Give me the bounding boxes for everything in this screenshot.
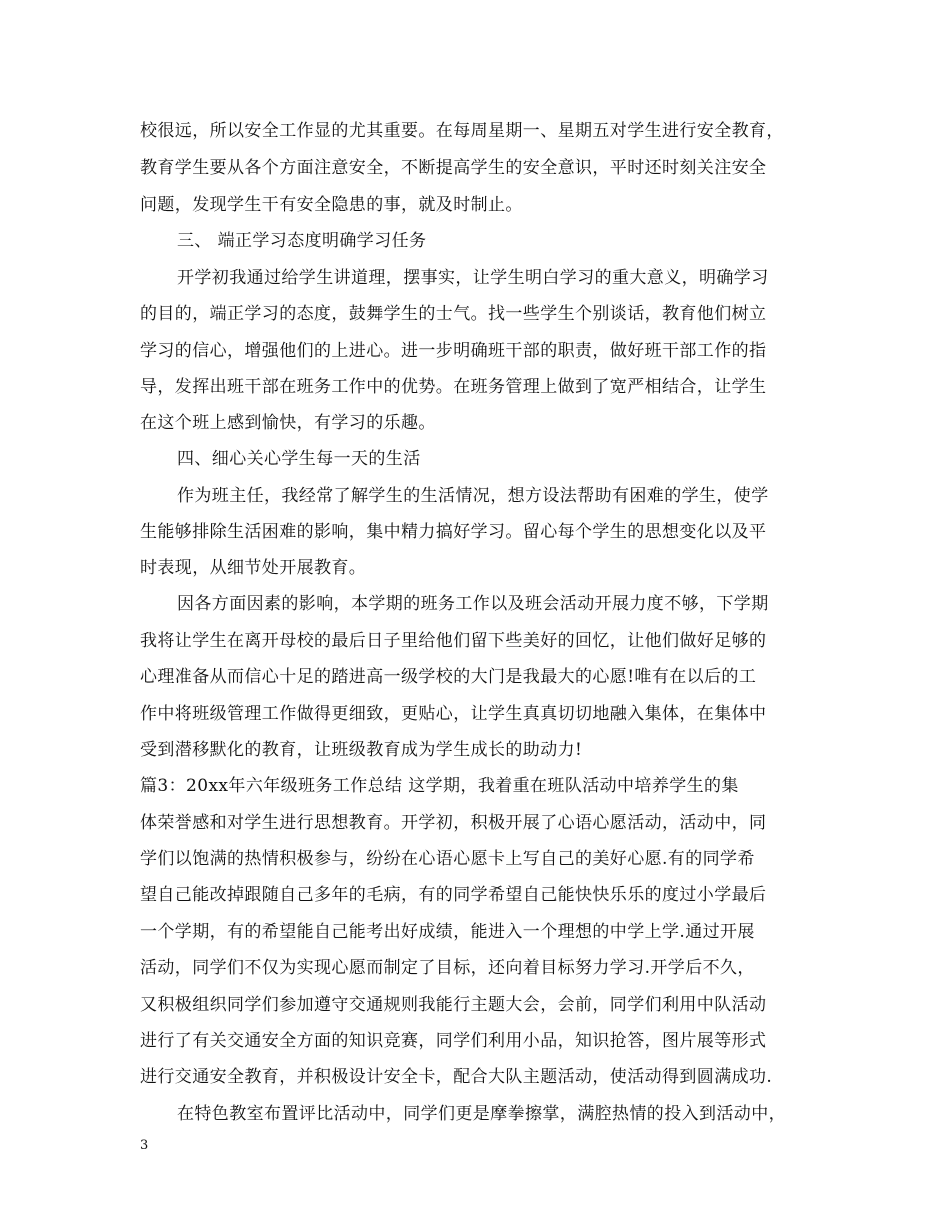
text-line: 的目的，端正学习的态度，鼓舞学生的士气。找一些学生个别谈话，教育他们树立 bbox=[140, 304, 767, 324]
text-line: 受到潜移默化的教育，让班级教育成为学生成长的助动力! bbox=[140, 740, 583, 760]
text-line: 在这个班上感到愉快，有学习的乐趣。 bbox=[140, 413, 436, 433]
text-line: 在特色教室布置评比活动中，同学们更是摩拳擦掌，满腔热情的投入到活动中， bbox=[177, 1104, 786, 1124]
text-line: 体荣誉感和对学生进行思想教育。开学初，积极开展了心语心愿活动，活动中，同 bbox=[140, 813, 767, 833]
text-line: 又积极组织同学们参加遵守交通规则我能行主题大会，会前，同学们利用中队活动 bbox=[140, 995, 767, 1015]
text-line: 望自己能改掉跟随自己多年的毛病，有的同学希望自己能快快乐乐的度过小学最后 bbox=[140, 885, 767, 905]
text-line: 导，发挥出班干部在班务工作中的优势。在班务管理上做到了宽严相结合，让学生 bbox=[140, 377, 767, 397]
page-number: 3 bbox=[140, 1138, 149, 1153]
text-line: 进行了有关交通安全方面的知识竞赛，同学们利用小品，知识抢答，图片展等形式 bbox=[140, 1031, 767, 1051]
text-line: 我将让学生在离开母校的最后日子里给他们留下些美好的回忆，让他们做好足够的 bbox=[140, 631, 767, 651]
text-line: 作为班主任，我经常了解学生的生活情况，想方设法帮助有困难的学生，使学 bbox=[177, 486, 769, 506]
text-line: 时表现，从细节处开展教育。 bbox=[140, 558, 367, 578]
text-line: 教育学生要从各个方面注意安全，不断提高学生的安全意识，平时还时刻关注安全 bbox=[140, 158, 767, 178]
text-line: 心理准备从而信心十足的踏进高一级学校的大门是我最大的心愿!唯有在以后的工 bbox=[140, 667, 757, 687]
text-line: 开学初我通过给学生讲道理，摆事实，让学生明白学习的重大意义，明确学习 bbox=[177, 268, 769, 288]
text-line: 学习的信心，增强他们的上进心。进一步明确班干部的职责，做好班干部工作的指 bbox=[140, 341, 767, 361]
text-line: 学们以饱满的热情积极参与，纷纷在心语心愿卡上写自己的美好心愿.有的同学希 bbox=[140, 849, 755, 869]
article-title-line: 篇3：20xx年六年级班务工作总结 这学期，我着重在班队活动中培养学生的集 bbox=[140, 776, 739, 796]
text-line: 因各方面因素的影响，本学期的班务工作以及班会活动开展力度不够，下学期 bbox=[177, 594, 769, 614]
text-line: 校很远，所以安全工作显的尤其重要。在每周星期一、星期五对学生进行安全教育， bbox=[140, 121, 784, 141]
text-line: 进行交通安全教育，并积极设计安全卡，配合大队主题活动，使活动得到圆满成功. bbox=[140, 1067, 773, 1087]
text-line: 活动，同学们不仅为实现心愿而制定了目标，还向着目标努力学习.开学后不久， bbox=[140, 958, 755, 978]
text-line: 生能够排除生活困难的影响，集中精力搞好学习。留心每个学生的思想变化以及平 bbox=[140, 522, 767, 542]
text-line: 问题，发现学生干有安全隐患的事，就及时制止。 bbox=[140, 195, 523, 215]
text-line: 一个学期，有的希望能自己能考出好成绩，能进入一个理想的中学上学.通过开展 bbox=[140, 922, 755, 942]
text-line: 作中将班级管理工作做得更细致，更贴心，让学生真真切切地融入集体，在集体中 bbox=[140, 704, 767, 724]
section-heading: 三、 端正学习态度明确学习任务 bbox=[177, 231, 427, 251]
section-heading: 四、细心关心学生每一天的生活 bbox=[177, 449, 421, 469]
